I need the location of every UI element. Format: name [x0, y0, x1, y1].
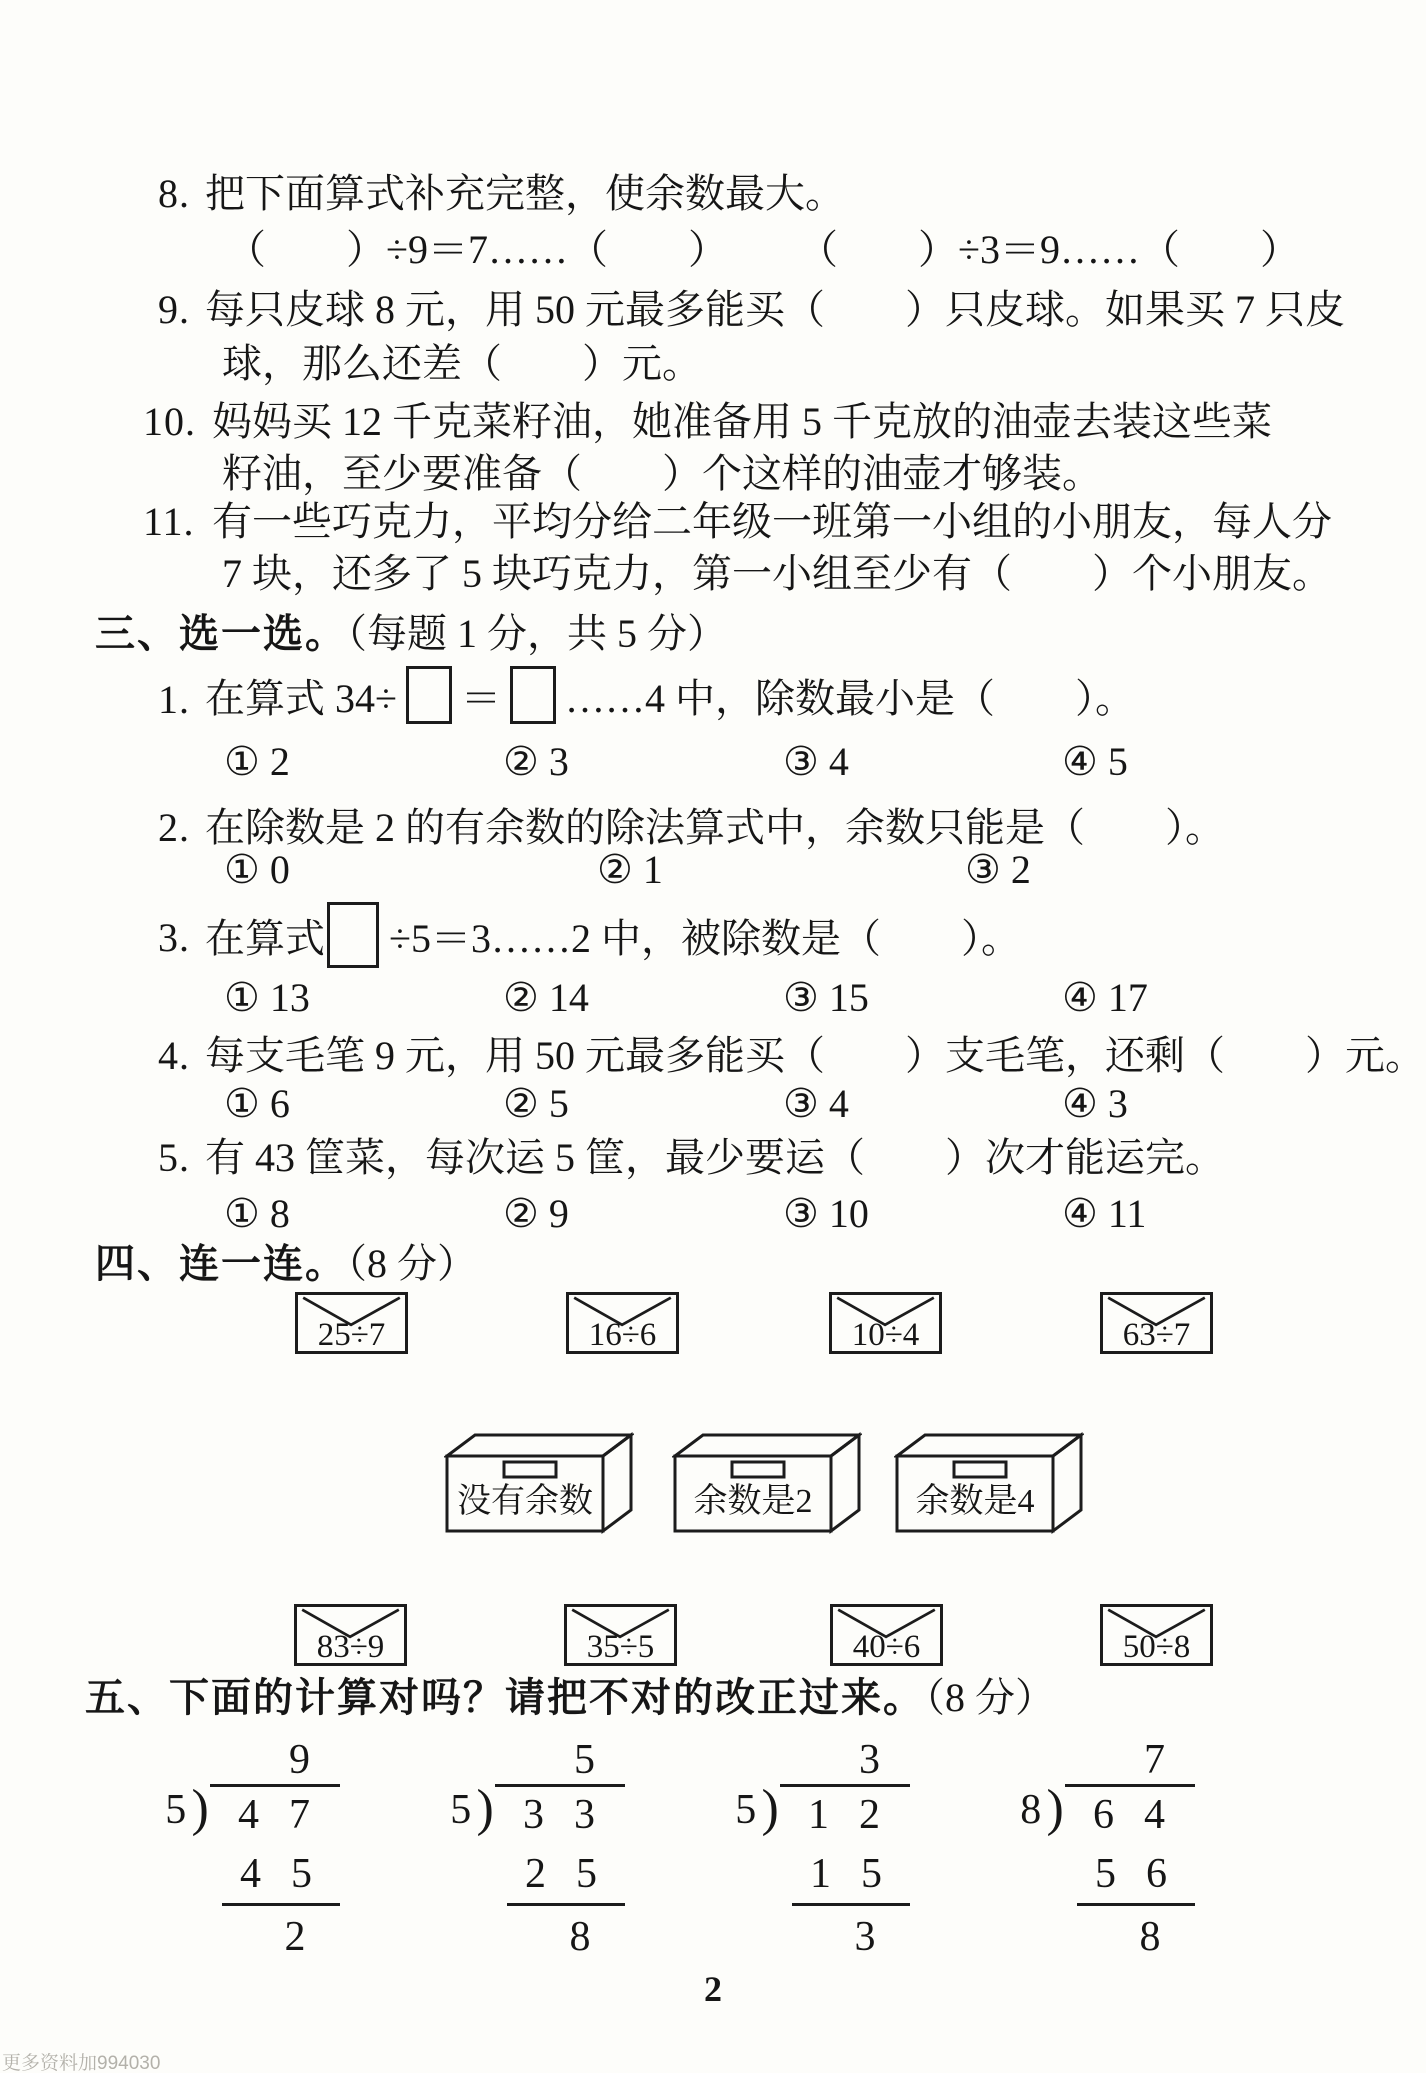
- question-text: 有一些巧克力，平均分给二年级一班第一小组的小朋友，每人分: [212, 499, 1332, 544]
- choice-option: ④ 11: [1062, 1191, 1147, 1236]
- choice-option: ② 9: [503, 1191, 569, 1236]
- division-bracket-icon: ): [476, 1780, 494, 1837]
- section-heading: [85, 1672, 1055, 1724]
- question-text: 球，那么还差（ ）元。: [222, 341, 702, 386]
- question-number: 4.: [158, 1033, 190, 1078]
- choice-option: ④ 5: [1062, 739, 1128, 784]
- envelope-expression: 83÷9: [316, 1629, 385, 1665]
- question-text: 每支毛笔 9 元，用 50 元最多能买（ ）支毛笔，还剩（ ）元。: [205, 1033, 1425, 1078]
- question-text: [205, 902, 1021, 968]
- question-text: 7 块，还多了 5 块巧克力，第一小组至少有（ ）个小朋友。: [222, 551, 1332, 596]
- section-title: 三、选一选。: [95, 611, 347, 656]
- equals-sign: ＝: [460, 675, 501, 721]
- question-text: 妈妈买 12 千克菜籽油，她准备用 5 千克放的油壶去装这些菜: [212, 399, 1272, 444]
- quotient: 7: [1144, 1737, 1165, 1783]
- quotient: 3: [859, 1737, 880, 1783]
- blank-box: [406, 666, 452, 724]
- choice-option: ③ 10: [783, 1191, 869, 1236]
- section-heading: [95, 1238, 477, 1290]
- division-bracket-icon: ): [1046, 1780, 1064, 1837]
- divisor: 5: [165, 1787, 187, 1833]
- page-number: 2: [704, 1969, 722, 2009]
- equation-blank: （ ）÷9＝7……（ ）: [226, 227, 728, 272]
- remainder: 2: [284, 1914, 306, 1960]
- choice-option: ② 3: [503, 739, 569, 784]
- answer-box: [444, 1432, 634, 1534]
- question-text: 把下面算式补充完整，使余数最大。: [205, 171, 845, 216]
- envelope-card: [1100, 1604, 1213, 1666]
- division-row: [445, 1780, 625, 1839]
- long-division-problem: [1015, 1738, 1195, 1960]
- envelope-card: [294, 1604, 407, 1666]
- envelope-card: [829, 1292, 942, 1354]
- answer-box: [672, 1432, 862, 1534]
- remainder: 8: [1139, 1914, 1161, 1960]
- envelope-card: [295, 1292, 408, 1354]
- question-text: 有 43 筐菜，每次运 5 筐，最少要运（ ）次才能运完。: [205, 1135, 1225, 1180]
- division-row: [1015, 1780, 1195, 1839]
- section-note: （8 分）: [925, 1675, 1055, 1720]
- choice-option: ③ 2: [965, 847, 1031, 892]
- product: 45: [222, 1839, 340, 1906]
- section-note: （每题 1 分，共 5 分）: [347, 611, 727, 656]
- choice-option: ④ 3: [1062, 1081, 1128, 1126]
- envelope-expression: 63÷7: [1122, 1317, 1191, 1353]
- question-number: 9.: [158, 287, 190, 332]
- equation-blank: （ ）÷3＝9……（ ）: [798, 227, 1300, 272]
- dividend: 12: [780, 1784, 910, 1839]
- question-number: 1.: [158, 677, 190, 722]
- answer-box: [894, 1432, 1084, 1534]
- section-title: 五、下面的计算对吗？请把不对的改正过来。: [85, 1675, 925, 1720]
- question-number: 10.: [143, 399, 196, 444]
- long-division-problem: [730, 1738, 910, 1960]
- dividend: 47: [210, 1784, 340, 1839]
- remainder: 3: [854, 1914, 876, 1960]
- envelope-expression: 35÷5: [586, 1629, 655, 1665]
- choice-option: ③ 4: [783, 739, 849, 784]
- choice-option: ① 2: [224, 739, 290, 784]
- question-number: 11.: [143, 499, 195, 544]
- choice-option: ② 1: [597, 847, 663, 892]
- section-title: 四、连一连。: [95, 1241, 347, 1286]
- long-division-problem: [160, 1738, 340, 1960]
- envelope-expression: 50÷8: [1122, 1629, 1191, 1665]
- choice-option: ③ 4: [783, 1081, 849, 1126]
- choice-option: ① 8: [224, 1191, 290, 1236]
- question-text: 籽油，至少要准备（ ）个这样的油壶才够装。: [222, 451, 1102, 496]
- choice-option: ④ 17: [1062, 975, 1148, 1020]
- divisor: 5: [735, 1787, 757, 1833]
- question-number: 2.: [158, 805, 190, 850]
- dividend: 33: [495, 1784, 625, 1839]
- divisor: 5: [450, 1787, 472, 1833]
- product: 56: [1077, 1839, 1195, 1906]
- envelope-card: [564, 1604, 677, 1666]
- section-note: （8 分）: [347, 1241, 477, 1286]
- choice-option: ① 13: [224, 975, 310, 1020]
- box-label: 没有余数: [457, 1483, 593, 1520]
- envelope-expression: 16÷6: [588, 1317, 657, 1353]
- product: 25: [507, 1839, 625, 1906]
- question-text-pre: 在算式 34÷: [205, 675, 397, 721]
- box-label: 余数是2: [693, 1483, 813, 1520]
- choice-option: ① 0: [224, 847, 290, 892]
- question-text: 在除数是 2 的有余数的除法算式中，余数只能是（ ）。: [205, 805, 1225, 850]
- division-bracket-icon: ): [761, 1780, 779, 1837]
- question-number: 8.: [158, 171, 190, 216]
- envelope-expression: 25÷7: [317, 1317, 386, 1353]
- question-number: 3.: [158, 915, 190, 960]
- question-number: 5.: [158, 1135, 190, 1180]
- choice-option: ② 14: [503, 975, 589, 1020]
- box-label: 余数是4: [915, 1483, 1035, 1520]
- question-text-post: ÷5＝3……2 中，被除数是（ ）。: [389, 915, 1021, 961]
- watermark-text: 更多资料加994030: [2, 2053, 161, 2073]
- choice-option: ① 6: [224, 1081, 290, 1126]
- question-text-pre: 在算式: [205, 915, 325, 961]
- section-heading: [95, 608, 727, 660]
- division-bracket-icon: ): [191, 1780, 209, 1837]
- envelope-card: [830, 1604, 943, 1666]
- choice-option: ② 5: [503, 1081, 569, 1126]
- remainder: 8: [569, 1914, 591, 1960]
- envelope-expression: 10÷4: [851, 1317, 920, 1353]
- blank-box: [510, 666, 556, 724]
- division-row: [730, 1780, 910, 1839]
- question-text-post: ……4 中，除数最小是（ ）。: [564, 675, 1135, 721]
- envelope-card: [1100, 1292, 1213, 1354]
- quotient: 9: [289, 1737, 310, 1783]
- choice-option: ③ 15: [783, 975, 869, 1020]
- quotient: 5: [574, 1737, 595, 1783]
- dividend: 64: [1065, 1784, 1195, 1839]
- question-text: 每只皮球 8 元，用 50 元最多能买（ ）只皮球。如果买 7 只皮: [205, 287, 1345, 332]
- question-text: [205, 666, 1135, 724]
- envelope-card: [566, 1292, 679, 1354]
- blank-box: [327, 902, 379, 968]
- divisor: 8: [1020, 1787, 1042, 1833]
- division-row: [160, 1780, 340, 1839]
- envelope-expression: 40÷6: [852, 1629, 921, 1665]
- product: 15: [792, 1839, 910, 1906]
- long-division-problem: [445, 1738, 625, 1960]
